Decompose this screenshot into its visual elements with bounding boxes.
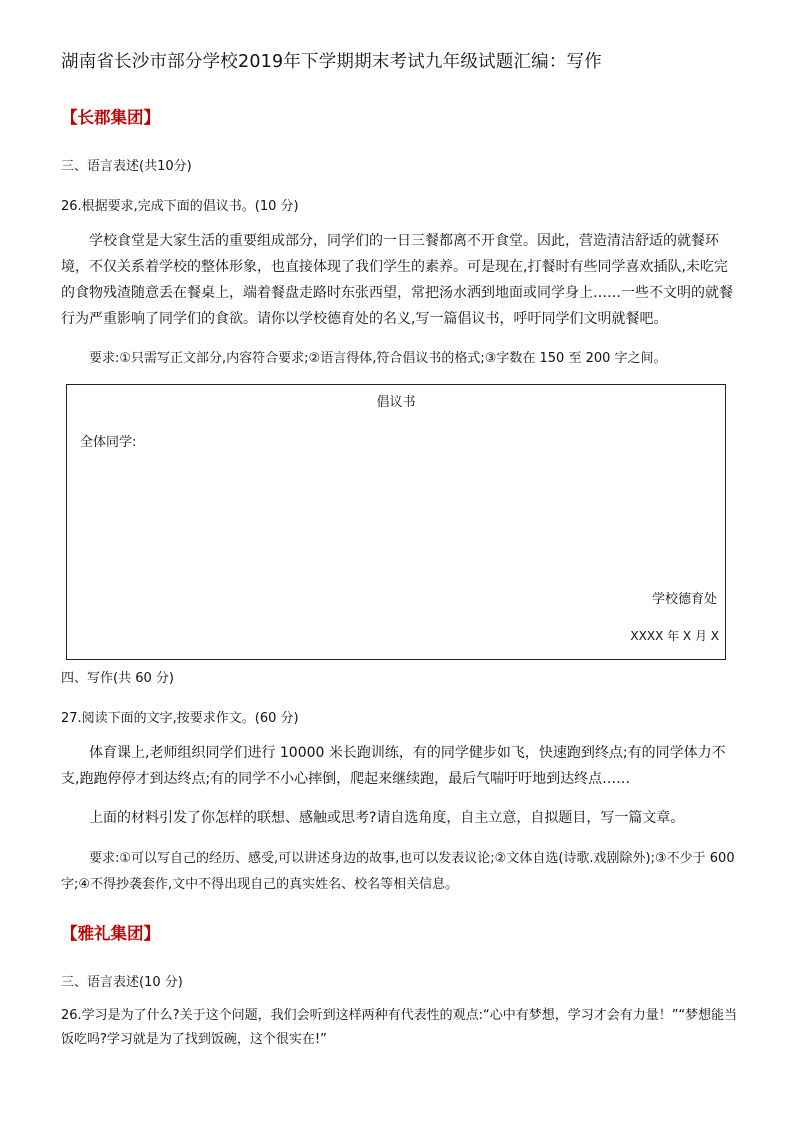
question-26-requirement: 要求:①只需写正文部分,内容符合要求;②语言得体,符合倡议书的格式;③字数在 150 至 200 字之间。 bbox=[89, 351, 667, 366]
question-26-material: 学校食堂是大家生活的重要组成部分，同学们的一日三餐都离不开食堂。因此，营造清洁舒适的就餐环境，不仅关系着学校的整体形象，也直接体现了我们学生的素养。可是现在,打餐时有些同学喜欢插队,未吃完的食物残渣随意丢在餐桌上，端着餐盘走路时东张西望，常把汤水洒到地面或同学身上……一些不文明的就餐行为严重影响了同学们的食欲。请你以学校德育处的名义,写一篇倡议书，呼吁同学们文明就餐吧。 bbox=[61, 233, 733, 327]
question-27-requirement: 要求:①可以写自己的经历、感受,可以讲述身边的故事,也可以发表议论;②文体自选(诗歌.戏剧除外);③不少于 600 字;④不得抄袭套作,文中不得出现自己的真实姓名、校名等相关信息。 bbox=[61, 851, 735, 892]
group-heading-yali: 【雅礼集团】 bbox=[61, 924, 160, 943]
question-27-prompt: 上面的材料引发了你怎样的联想、感触或思考?请自选角度，自主立意，自拟题目，写一篇文章。 bbox=[89, 810, 685, 826]
question-27-title: 27.阅读下面的文字,按要求作文。(60 分) bbox=[61, 711, 299, 726]
section-heading-language-2: 三、语言表述(10 分) bbox=[61, 975, 183, 990]
question-27-material: 体育课上,老师组织同学们进行 10000 米长跑训练，有的同学健步如飞，快速跑到终点;有的同学体力不支,跑跑停停才到达终点;有的同学不小心摔倒，爬起来继续跑，最后气喘吁吁地到达终点…… bbox=[61, 745, 726, 787]
document-title: 湖南省长沙市部分学校2019年下学期期末考试九年级试题汇编：写作 bbox=[61, 52, 602, 72]
question-26-title: 26.根据要求,完成下面的倡议书。(10 分) bbox=[61, 199, 299, 214]
proposal-form-title: 倡议书 bbox=[376, 395, 416, 410]
proposal-date: XXXX 年 X 月 X bbox=[630, 629, 719, 643]
question-26-text-yali: 26.学习是为了什么?关于这个问题，我们会听到这样两种有代表性的观点:“心中有梦想，学习才会有力量！”“梦想能当饭吃吗?学习就是为了找到饭碗，这个很实在!” bbox=[61, 1008, 738, 1047]
group-heading-changjun: 【长郡集团】 bbox=[61, 108, 160, 127]
section-heading-writing: 四、写作(共 60 分) bbox=[61, 671, 174, 686]
proposal-salutation: 全体同学: bbox=[80, 435, 137, 450]
proposal-signer: 学校德育处 bbox=[651, 592, 717, 607]
section-heading-language: 三、语言表述(共10分) bbox=[61, 159, 192, 174]
proposal-form-box bbox=[66, 384, 726, 660]
